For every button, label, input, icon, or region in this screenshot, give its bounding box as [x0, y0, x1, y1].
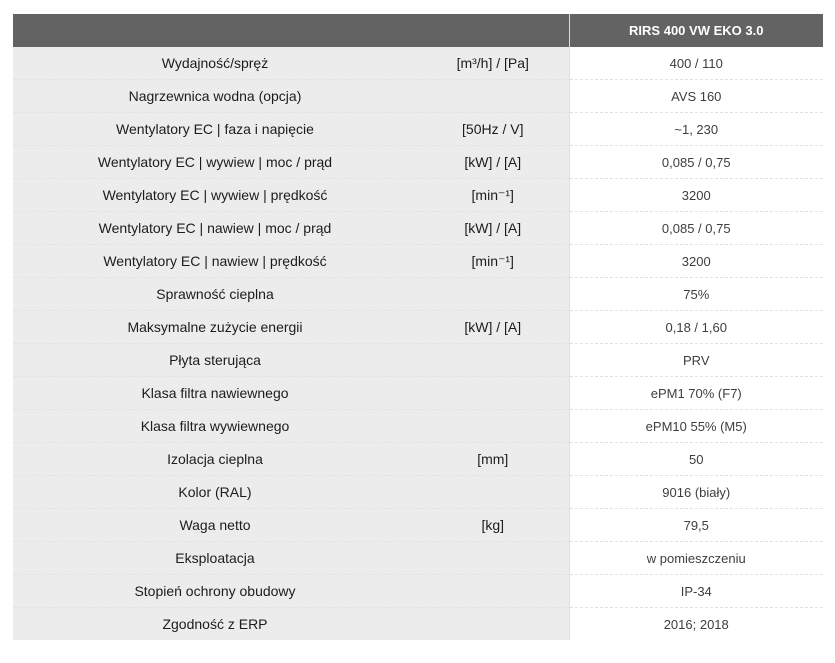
- value-cell: PRV: [569, 344, 823, 377]
- value-cell: 50: [569, 443, 823, 476]
- parameter-name-cell: Płyta sterująca: [13, 344, 417, 377]
- parameter-name-cell: Wentylatory EC | wywiew | moc / prąd: [13, 146, 417, 179]
- table-row: [13, 608, 823, 641]
- table-row: [13, 377, 823, 410]
- parameter-name-cell: Klasa filtra nawiewnego: [13, 377, 417, 410]
- unit-cell: [417, 80, 569, 113]
- table-row: [13, 542, 823, 575]
- table-row: [13, 245, 823, 278]
- value-cell: 0,18 / 1,60: [569, 311, 823, 344]
- value-cell: IP-34: [569, 575, 823, 608]
- value-cell: 400 / 110: [569, 47, 823, 80]
- parameter-name-cell: Eksploatacja: [13, 542, 417, 575]
- parameter-name-cell: Wydajność/spręż: [13, 47, 417, 80]
- value-cell: 0,085 / 0,75: [569, 212, 823, 245]
- parameter-name-cell: Waga netto: [13, 509, 417, 542]
- table-row: [13, 179, 823, 212]
- unit-cell: [kW] / [A]: [417, 311, 569, 344]
- spec-table: [13, 14, 823, 640]
- unit-cell: [417, 377, 569, 410]
- parameter-name-cell: Maksymalne zużycie energii: [13, 311, 417, 344]
- value-cell: 3200: [569, 245, 823, 278]
- parameter-name-cell: Izolacja cieplna: [13, 443, 417, 476]
- parameter-name-cell: Wentylatory EC | nawiew | prędkość: [13, 245, 417, 278]
- unit-cell: [kW] / [A]: [417, 212, 569, 245]
- unit-cell: [min⁻¹]: [417, 179, 569, 212]
- parameter-name-cell: Zgodność z ERP: [13, 608, 417, 641]
- unit-cell: [417, 608, 569, 641]
- value-cell: w pomieszczeniu: [569, 542, 823, 575]
- value-cell: 2016; 2018: [569, 608, 823, 641]
- table-row: [13, 80, 823, 113]
- unit-cell: [417, 575, 569, 608]
- table-row: [13, 476, 823, 509]
- unit-cell: [417, 476, 569, 509]
- table-row: [13, 443, 823, 476]
- unit-cell: [m³/h] / [Pa]: [417, 47, 569, 80]
- parameter-name-cell: Wentylatory EC | faza i napięcie: [13, 113, 417, 146]
- parameter-name-cell: Nagrzewnica wodna (opcja): [13, 80, 417, 113]
- unit-cell: [417, 410, 569, 443]
- parameter-name-cell: Klasa filtra wywiewnego: [13, 410, 417, 443]
- table-row: [13, 410, 823, 443]
- parameter-name-cell: Wentylatory EC | nawiew | moc / prąd: [13, 212, 417, 245]
- unit-cell: [417, 542, 569, 575]
- table-header-row: [13, 14, 823, 47]
- table-row: [13, 146, 823, 179]
- parameter-name-cell: Wentylatory EC | wywiew | prędkość: [13, 179, 417, 212]
- table-row: [13, 212, 823, 245]
- value-cell: 0,085 / 0,75: [569, 146, 823, 179]
- table-row: [13, 278, 823, 311]
- parameter-name-cell: Sprawność cieplna: [13, 278, 417, 311]
- table-row: [13, 575, 823, 608]
- value-cell: AVS 160: [569, 80, 823, 113]
- unit-cell: [50Hz / V]: [417, 113, 569, 146]
- unit-cell: [mm]: [417, 443, 569, 476]
- unit-cell: [min⁻¹]: [417, 245, 569, 278]
- value-cell: 75%: [569, 278, 823, 311]
- value-cell: 79,5: [569, 509, 823, 542]
- parameter-name-cell: Stopień ochrony obudowy: [13, 575, 417, 608]
- value-cell: 9016 (biały): [569, 476, 823, 509]
- table-row: [13, 113, 823, 146]
- table-row: [13, 344, 823, 377]
- value-cell: 3200: [569, 179, 823, 212]
- header-model-cell: RIRS 400 VW EKO 3.0: [569, 14, 823, 47]
- value-cell: ~1, 230: [569, 113, 823, 146]
- unit-cell: [417, 278, 569, 311]
- table-row: [13, 47, 823, 80]
- unit-cell: [kW] / [A]: [417, 146, 569, 179]
- header-unit-cell: [417, 14, 569, 47]
- header-parameter-cell: [13, 14, 417, 47]
- table-row: [13, 311, 823, 344]
- table-row: [13, 509, 823, 542]
- parameter-name-cell: Kolor (RAL): [13, 476, 417, 509]
- unit-cell: [417, 344, 569, 377]
- value-cell: ePM10 55% (M5): [569, 410, 823, 443]
- value-cell: ePM1 70% (F7): [569, 377, 823, 410]
- unit-cell: [kg]: [417, 509, 569, 542]
